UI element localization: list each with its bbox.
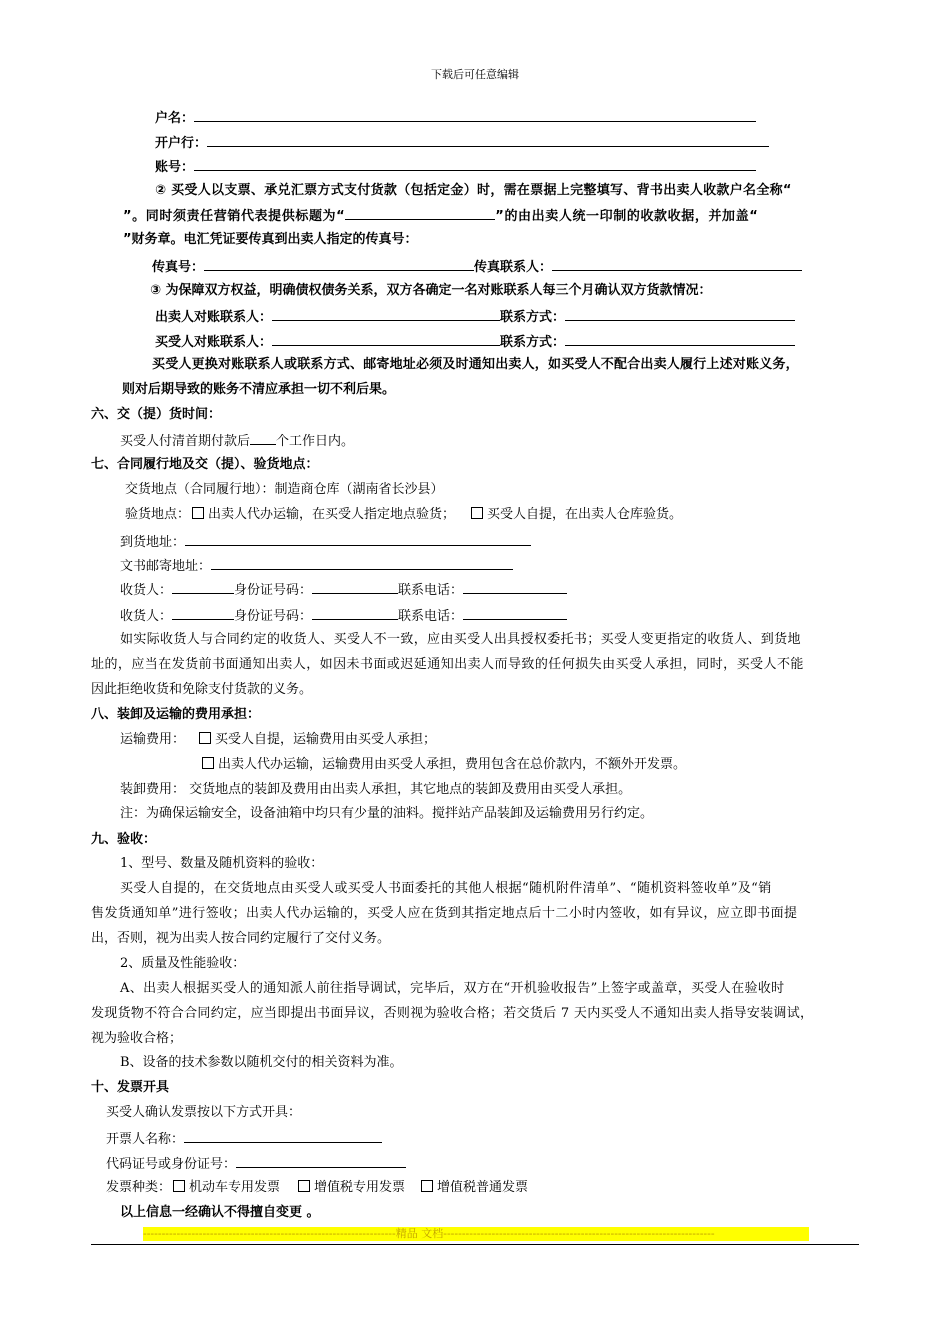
section9-p1a: 买受人自提的，在交货地点由买受人或买受人书面委托的其他人根据“随机附件清单”、“随机资料签收单”及“销 xyxy=(120,881,772,896)
bank-label: 开户行： xyxy=(155,136,208,151)
confirm-note: 以上信息一经确认不得擅自变更 。 xyxy=(120,1205,320,1220)
delivery-place: 交货地点（合同履行地）：制造商仓库（湖南省长沙县） xyxy=(125,482,444,497)
account-no-label: 账号： xyxy=(155,160,195,175)
buyer-contact-row xyxy=(155,332,795,352)
invoice-type3-checkbox[interactable] xyxy=(421,1180,433,1192)
account-no-blank[interactable] xyxy=(194,157,756,171)
transport-option2-checkbox[interactable] xyxy=(202,757,214,769)
fax-contact-label: 传真联系人： xyxy=(474,260,553,275)
inspect-option1-checkbox[interactable] xyxy=(192,507,204,519)
seller-method-label: 联系方式： xyxy=(500,310,566,325)
phone2-blank[interactable] xyxy=(463,606,567,620)
buyer-contact-blank[interactable] xyxy=(272,332,500,346)
receiver-row-1: 收货人： 身份证号码： 联系电话： xyxy=(120,580,567,600)
section6-text: 买受人付清首期付款后 个工作日内。 xyxy=(120,431,354,451)
invoice-type-row: 发票种类： 机动车专用发票 增值税专用发票 增值税普通发票 xyxy=(106,1180,529,1195)
seller-contact-row xyxy=(155,307,795,327)
section8-title: 八、装卸及运输的费用承担： xyxy=(91,707,261,722)
workdays-blank[interactable] xyxy=(250,431,276,445)
page-header: 下载后可任意编辑 xyxy=(431,68,519,81)
transport-row-1: 运输费用： 买受人自提，运输费用由买受人承担； xyxy=(120,732,437,747)
section9-pAc: 视为验收合格； xyxy=(91,1031,183,1046)
arrival-address-blank[interactable] xyxy=(185,532,531,546)
section7-title: 七、合同履行地及交（提）、验货地点： xyxy=(91,457,319,472)
fax-no-label: 传真号： xyxy=(152,260,205,275)
account-name-row xyxy=(155,108,756,128)
id1-blank[interactable] xyxy=(312,580,398,594)
fax-contact-blank[interactable] xyxy=(552,257,802,271)
invoice-type2-checkbox[interactable] xyxy=(298,1180,310,1192)
seller-method-blank[interactable] xyxy=(565,307,795,321)
issuer-row: 开票人名称： xyxy=(106,1129,382,1149)
transport-option1-checkbox[interactable] xyxy=(199,732,211,744)
section8-note: 注：为确保运输安全，设备油箱中均只有少量的油料。搅拌站产品装卸及运输费用另行约定。 xyxy=(120,806,654,821)
account-name-blank[interactable] xyxy=(194,108,756,122)
section9-sub2: 2、质量及性能验收： xyxy=(120,956,246,971)
loading-fee: 装卸费用： 交货地点的装卸及费用由出卖人承担，其它地点的装卸及费用由买受人承担。 xyxy=(120,782,632,797)
section9-sub1: 1、型号、数量及随机资料的验收： xyxy=(120,856,324,871)
mail-address-blank[interactable] xyxy=(211,556,513,570)
section9-p1c: 出，否则，视为出卖人按合同约定履行了交付义务。 xyxy=(91,931,391,946)
section6-title: 六、交（提）货时间： xyxy=(91,407,222,422)
mail-address-row: 文书邮寄地址： xyxy=(120,556,513,576)
pay3-line1: ③ 为保障双方权益，明确债权债务关系，双方各确定一名对账联系人每三个月确认双方货款情况： xyxy=(150,283,712,298)
fax-no-blank[interactable] xyxy=(204,257,474,271)
invoice-type1-checkbox[interactable] xyxy=(173,1180,185,1192)
bank-row xyxy=(155,133,769,153)
section10-title: 十、发票开具 xyxy=(91,1080,170,1095)
code-row: 代码证号或身份证号： xyxy=(106,1154,406,1174)
bank-blank[interactable] xyxy=(207,133,769,147)
buyer-method-label: 联系方式： xyxy=(500,335,566,350)
section9-pB: B、设备的技术参数以随机交付的相关资料为准。 xyxy=(120,1055,403,1070)
receiver1-blank[interactable] xyxy=(172,580,234,594)
receipt-title-blank[interactable] xyxy=(345,206,495,220)
receiver-row-2: 收货人： 身份证号码： 联系电话： xyxy=(120,606,567,626)
code-blank[interactable] xyxy=(236,1154,406,1168)
section7-para1: 如实际收货人与合同约定的收货人、买受人不一致，应由买受人出具授权委托书；买受人变更指定的收货人、到货地 xyxy=(120,632,801,647)
section9-pAb: 发现货物不符合合同约定，应当即提出书面异议，否则视为验收合格；若交货后 7 天内买受人不通知出卖人指导安装调试， xyxy=(91,1006,814,1021)
buyer-contact-label: 买受人对账联系人： xyxy=(155,335,273,350)
account-no-row xyxy=(155,157,756,177)
fax-row xyxy=(152,257,802,277)
section7-para3: 因此拒绝收货和免除支付货款的义务。 xyxy=(91,682,313,697)
inspect-option2-checkbox[interactable] xyxy=(471,507,483,519)
phone1-blank[interactable] xyxy=(463,580,567,594)
pay3-note2: 则对后期导致的账务不清应承担一切不利后果。 xyxy=(122,382,396,397)
footer-rule xyxy=(91,1244,859,1245)
invoice-intro: 买受人确认发票按以下方式开具： xyxy=(106,1105,302,1120)
pay2-line2: ”。同时须责任营销代表提供标题为“ ”的由出卖人统一印制的收款收据，并加盖“ xyxy=(123,206,758,226)
pay2-line3: ”财务章。电汇凭证要传真到出卖人指定的传真号： xyxy=(123,232,418,247)
pay2-line1: ② 买受人以支票、承兑汇票方式支付货款（包括定金）时，需在票据上完整填写、背书出卖人收款户名全称“ xyxy=(155,183,792,198)
footer-banner: --------------------------------------------------------------------精品 文档------------------------------------------------------------------------- xyxy=(143,1227,809,1241)
section9-title: 九、验收： xyxy=(91,832,157,847)
section9-p1b: 售发货通知单”进行签收；出卖人代办运输的，买受人应在货到其指定地点后十二小时内签收，如有异议，应立即书面提 xyxy=(91,906,798,921)
transport-row-2: 出卖人代办运输，运输费用由买受人承担，费用包含在总价款内，不额外开发票。 xyxy=(200,756,686,774)
seller-contact-label: 出卖人对账联系人： xyxy=(155,310,273,325)
id2-blank[interactable] xyxy=(312,606,398,620)
pay3-note1: 买受人更换对账联系人或联系方式、邮寄地址必须及时通知出卖人，如买受人不配合出卖人履行上述对账义务， xyxy=(152,357,799,372)
receiver2-blank[interactable] xyxy=(172,606,234,620)
buyer-method-blank[interactable] xyxy=(565,332,795,346)
section9-pAa: A、出卖人根据买受人的通知派人前往指导调试，完毕后，双方在“开机验收报告”上签字或盖章，买受人在验收时 xyxy=(120,981,785,996)
arrival-address-row: 到货地址： xyxy=(120,532,531,552)
section7-para2: 址的，应当在发货前书面通知出卖人，如因未书面或迟延通知出卖人而导致的任何损失由买受人承担，同时，买受人不能 xyxy=(91,657,804,672)
inspection-row: 验货地点： 出卖人代办运输，在买受人指定地点验货； 买受人自提，在出卖人仓库验货。 xyxy=(125,507,683,522)
issuer-blank[interactable] xyxy=(184,1129,382,1143)
account-name-label: 户名： xyxy=(155,111,195,126)
seller-contact-blank[interactable] xyxy=(272,307,500,321)
